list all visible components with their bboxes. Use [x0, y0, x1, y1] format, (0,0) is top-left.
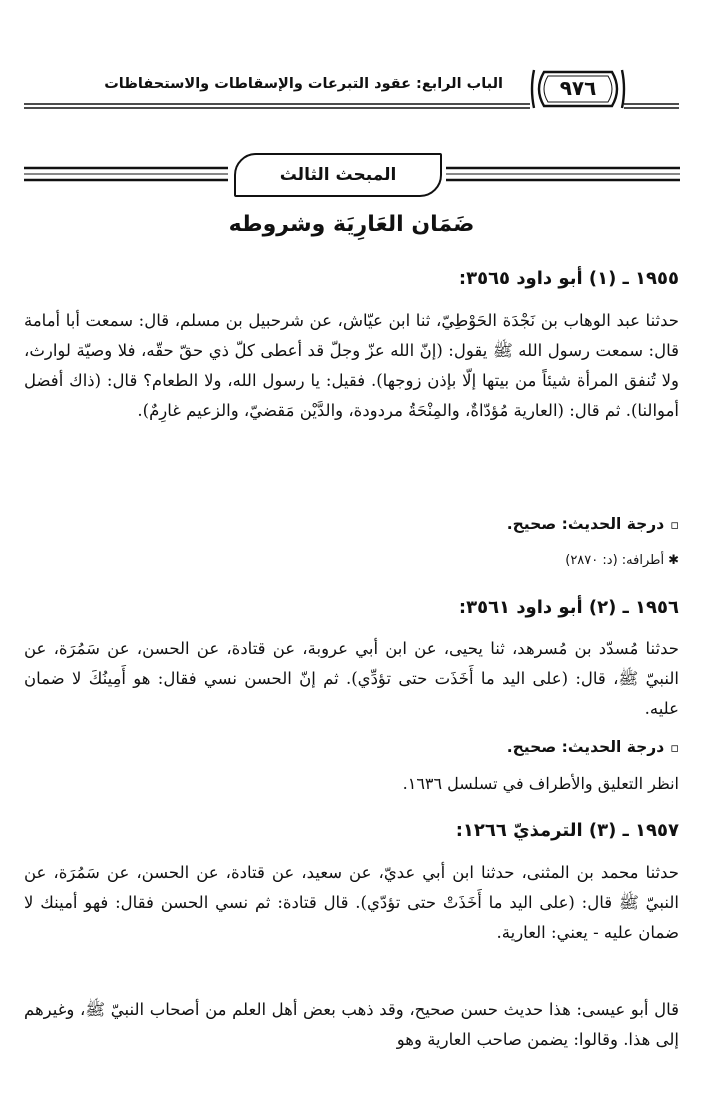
section-label: المبحث الثالث	[234, 153, 442, 197]
hadith-text: حدثنا مُسدّد بن مُسرهد، ثنا يحيى، عن ابن أبي عروبة، عن قتادة، عن الحسن، عن سَمُرَة، عن النبيّ ﷺ، قال: (على اليد ما أَخَذَت حتى تؤدِّي). ثم إنّ الحسن نسي فقال: هو أَمِينُكَ لا ضمان عليه.	[24, 639, 679, 718]
atraf-label: أطرافه:	[621, 553, 665, 568]
atraf-value: (د: ٢٨٧٠)	[565, 553, 618, 568]
hadith-1956	[24, 597, 679, 618]
hadith-text: حدثنا محمد بن المثنى، حدثنا ابن أبي عديّ، عن سعيد، عن قتادة، عن الحسن، عن سَمُرَة، عن النبيّ ﷺ قال: (على اليد ما أَخَذَتْ حتى تؤدّي). قال قتادة: ثم نسي الحسن فقال: فهو أمينك لا ضمان عليه - يعني: العارية.	[24, 863, 679, 942]
section-rule-right	[446, 164, 680, 184]
cross-reference-note: انظر التعليق والأطراف في تسلسل ١٦٣٦.	[402, 774, 679, 793]
grade-value: صحيح.	[506, 515, 557, 533]
chapter-heading: ضَمَان العَارِيَة وشروطه	[228, 212, 475, 237]
grade-value: صحيح.	[506, 738, 557, 756]
hadith-1957	[24, 820, 679, 841]
grade-label: درجة الحديث:	[561, 738, 665, 756]
header-rule	[24, 102, 679, 110]
hadith-grade	[24, 515, 701, 533]
grade-label: درجة الحديث:	[561, 515, 665, 533]
hadith-1955	[24, 268, 679, 289]
tirmidhi-commentary: قال أبو عيسى: هذا حديث حسن صحيح، وقد ذهب بعض أهل العلم من أصحاب النبيّ ﷺ، وغيرهم إلى هذا. وقالوا: يضمن صاحب العارية وهو	[24, 1000, 679, 1049]
hadith-heading: ١٩٥٧ ـ (٣) الترمذيّ ١٢٦٦:	[455, 820, 679, 841]
square-bullet-icon: ▫	[670, 518, 679, 533]
hadith-grade	[24, 738, 701, 756]
atraf-line	[24, 553, 701, 568]
page-number: ٩٧٦	[559, 76, 597, 100]
asterisk-icon: ✱	[668, 553, 679, 568]
hadith-text: حدثنا عبد الوهاب بن نَجْدَة الحَوْطِيّ، ثنا ابن عيّاش، عن شرحبيل بن مسلم، قال: سمعت أبا أمامة قال: سمعت رسول الله ﷺ يقول: (إنّ الله عزّ وجلّ قد أعطى كلّ ذي حقّ حقّه، فلا وصيّة لوارث، ولا تُنفق المرأة شيئاً من بيتها إلّا بإذن زوجها). فقيل: يا رسول الله، ولا الطعام؟ قال: (ذاك أفضل أموالنا). ثم قال: (العارية مُؤدّاةٌ، والمِنْحَةُ مردودة، والدَّيْن مَقضيّ، والزعيم غارِمٌ).	[24, 311, 679, 420]
square-bullet-icon: ▫	[670, 741, 679, 756]
hadith-heading: ١٩٥٦ ـ (٢) أبو داود ٣٥٦١:	[458, 597, 679, 618]
hadith-heading: ١٩٥٥ ـ (١) أبو داود ٣٥٦٥:	[458, 268, 679, 289]
running-title: الباب الرابع: عقود التبرعات والإسقاطات والاستحفاظات	[104, 76, 503, 92]
section-rule-left	[24, 164, 228, 184]
